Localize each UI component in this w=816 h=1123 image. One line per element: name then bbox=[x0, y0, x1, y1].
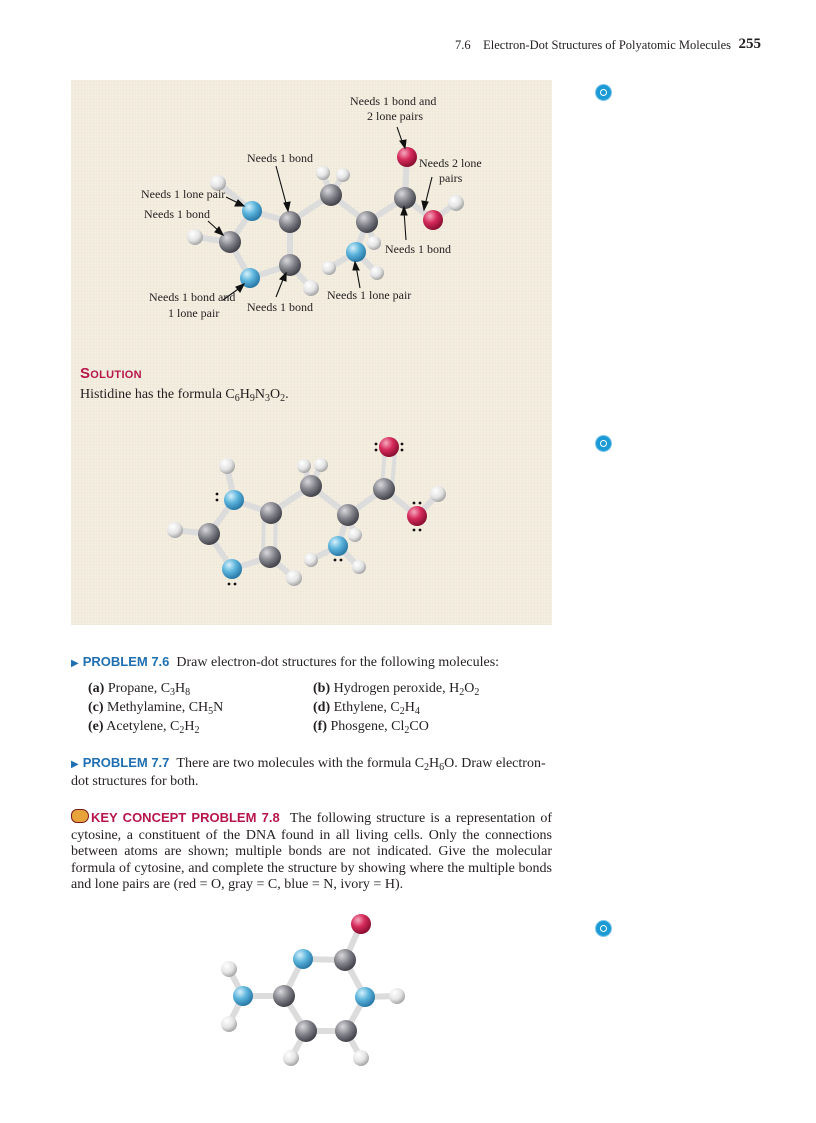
media-link-icon[interactable] bbox=[596, 85, 611, 100]
oxygen-atom bbox=[423, 210, 443, 230]
nitrogen-atom bbox=[222, 559, 242, 579]
hydrogen-atom bbox=[389, 988, 405, 1004]
oxygen-atom bbox=[351, 914, 371, 934]
hydrogen-atom bbox=[314, 458, 328, 472]
carbon-atom bbox=[373, 478, 395, 500]
cytosine-bonds bbox=[229, 924, 397, 1058]
label-bond-and-lone-pair: Needs 1 bond and bbox=[149, 290, 236, 304]
carbon-atom bbox=[260, 502, 282, 524]
hydrogen-atom bbox=[219, 458, 235, 474]
carbon-atom bbox=[356, 211, 378, 233]
triangle-bullet-icon: ▶ bbox=[71, 658, 79, 669]
histidine-figure-panel bbox=[71, 80, 552, 625]
problem-text: The following structure is a representation of cytosine, a constituent of the DNA found in all living cells. Only the connections between atoms are shown; multiple bonds are not indicated. Give the molecular formula of cytosine, and complete the structure by showing where the multiple bonds and lone pairs are (red = O, gray = C, blue = N, ivory = H). bbox=[71, 811, 552, 892]
carbon-atom bbox=[300, 475, 322, 497]
oxygen-atom bbox=[379, 437, 399, 457]
carbon-atom bbox=[337, 504, 359, 526]
hydrogen-atom bbox=[336, 168, 350, 182]
label-needs-1-bond-top: Needs 1 bond bbox=[247, 151, 313, 165]
hydrogen-atom bbox=[352, 560, 366, 574]
media-link-icon[interactable] bbox=[596, 921, 611, 936]
label-needs-1-lone-pair-bottom: Needs 1 lone pair bbox=[327, 288, 412, 302]
carbon-atom bbox=[320, 184, 342, 206]
item-e: (e) Acetylene, $C_2H_2$ bbox=[88, 719, 200, 736]
nitrogen-atom bbox=[224, 490, 244, 510]
label-bond-and-2-lone-pairs: Needs 1 bond and bbox=[350, 94, 437, 108]
histidine-models bbox=[71, 80, 552, 625]
carbon-atom bbox=[279, 211, 301, 233]
problem-tag: KEY CONCEPT PROBLEM 7.8 bbox=[91, 810, 280, 825]
hydrogen-atom bbox=[221, 1016, 237, 1032]
carbon-atom bbox=[335, 1020, 357, 1042]
label-2-lone-pairs-line2: 2 lone pairs bbox=[367, 109, 423, 123]
model2-atoms bbox=[167, 437, 446, 586]
label-needs-1-bond-bottom: Needs 1 bond bbox=[247, 300, 313, 314]
section-title: 7.6 Electron-Dot Structures of Polyatomic Molecules bbox=[455, 38, 731, 52]
nitrogen-atom bbox=[355, 987, 375, 1007]
solution-text: Histidine has the formula $C_6H_9N_3O_2$. bbox=[80, 387, 289, 404]
problem-tag: PROBLEM 7.6 bbox=[82, 654, 170, 669]
nitrogen-atom bbox=[293, 949, 313, 969]
item-c: (c) Methylamine, $CH_5N$ bbox=[88, 700, 224, 717]
oxygen-atom bbox=[397, 147, 417, 167]
nitrogen-atom bbox=[242, 201, 262, 221]
label-needs-1-lone-pair-left: Needs 1 lone pair bbox=[141, 187, 226, 201]
hydrogen-atom bbox=[187, 229, 203, 245]
hydrogen-atom bbox=[303, 280, 319, 296]
carbon-atom bbox=[198, 523, 220, 545]
problem-7-7: ▶ PROBLEM 7.7 There are two molecules with the formula $C_2H_6O$. Draw electron-dot structures for both. bbox=[71, 755, 546, 789]
hydrogen-atom bbox=[316, 166, 330, 180]
carbon-atom bbox=[334, 949, 356, 971]
hydrogen-atom bbox=[167, 522, 183, 538]
triangle-bullet-icon: ▶ bbox=[71, 759, 79, 770]
carbon-atom bbox=[394, 187, 416, 209]
problem-text: Draw electron-dot structures for the following molecules: bbox=[176, 655, 500, 670]
label-needs-1-bond-left: Needs 1 bond bbox=[144, 207, 210, 221]
solution-heading: Solution bbox=[80, 365, 142, 382]
item-b: (b) Hydrogen peroxide, $H_2O_2$ bbox=[313, 681, 480, 698]
hydrogen-atom bbox=[283, 1050, 299, 1066]
carbon-atom bbox=[259, 546, 281, 568]
oxygen-atom bbox=[407, 506, 427, 526]
carbon-atom bbox=[273, 985, 295, 1007]
media-link-icon[interactable] bbox=[596, 436, 611, 451]
hydrogen-atom bbox=[353, 1050, 369, 1066]
problem-7-6 bbox=[71, 654, 552, 673]
hydrogen-atom bbox=[448, 195, 464, 211]
label-needs-2-lone: Needs 2 lone bbox=[419, 156, 482, 170]
item-d: (d) Ethylene, $C_2H_4$ bbox=[313, 700, 420, 717]
problem-tag: PROBLEM 7.7 bbox=[82, 755, 170, 770]
problem-7-8 bbox=[71, 809, 552, 894]
hydrogen-atom bbox=[322, 261, 336, 275]
hydrogen-atom bbox=[221, 961, 237, 977]
page-number: 255 bbox=[738, 36, 761, 52]
item-f: (f) Phosgene, $Cl_2CO$ bbox=[313, 719, 429, 736]
hydrogen-atom bbox=[348, 528, 362, 542]
carbon-atom bbox=[279, 254, 301, 276]
item-a: (a) Propane, $C_3H_8$ bbox=[88, 681, 191, 698]
nitrogen-atom bbox=[346, 242, 366, 262]
hydrogen-atom bbox=[430, 486, 446, 502]
nitrogen-atom bbox=[233, 986, 253, 1006]
hydrogen-atom bbox=[304, 553, 318, 567]
hydrogen-atom bbox=[286, 570, 302, 586]
hydrogen-atom bbox=[367, 236, 381, 250]
label-needs-1-bond-right: Needs 1 bond bbox=[385, 242, 451, 256]
label-needs-2-lone-line2: pairs bbox=[439, 171, 463, 185]
label-bond-and-lone-pair-line2: 1 lone pair bbox=[168, 306, 220, 320]
hydrogen-atom bbox=[370, 266, 384, 280]
carbon-atom bbox=[295, 1020, 317, 1042]
cytosine-atoms bbox=[221, 914, 405, 1066]
hydrogen-atom bbox=[297, 459, 311, 473]
key-concept-icon bbox=[71, 809, 89, 823]
nitrogen-atom bbox=[328, 536, 348, 556]
